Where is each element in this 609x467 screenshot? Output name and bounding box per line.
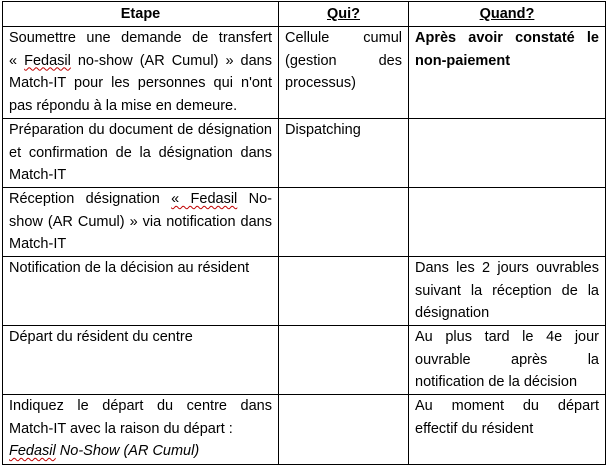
cell-etape: Départ du résident du centre: [3, 326, 279, 395]
table-edge-mark: [605, 122, 606, 140]
cell-quand: Après avoir constaté le non-paiement: [409, 27, 606, 119]
header-etape: Etape: [3, 2, 279, 27]
cell-etape: Indiquez le départ du centre dans Match-IT avec la raison du départ : Fedasil No-Show (AR Cumul): [3, 395, 279, 465]
cell-etape: Réception désignation « Fedasil No-show (AR Cumul) » via notification dans Match-IT: [3, 188, 279, 257]
cell-etape: Préparation du document de désignation et confirmation de la désignation dans Match-IT: [3, 119, 279, 188]
header-qui: Qui?: [279, 2, 409, 27]
cell-etape: Soumettre une demande de transfert « Fedasil no-show (AR Cumul) » dans Match-IT pour les personnes qui n'ont pas répondu à la mise en demeure.: [3, 27, 279, 119]
cell-qui: [279, 395, 409, 465]
cell-quand: Au moment du départ effectif du résident: [409, 395, 606, 465]
cell-etape: Notification de la décision au résident: [3, 257, 279, 326]
header-row: [3, 2, 606, 27]
cell-qui: Dispatching: [279, 119, 409, 188]
table-row: [3, 27, 606, 119]
cell-quand: Au plus tard le 4e jour ouvrable après la notification de la décision: [409, 326, 606, 395]
cell-quand: Dans les 2 jours ouvrables suivant la réception de la désignation: [409, 257, 606, 326]
table-row: [3, 326, 606, 395]
header-quand: Quand?: [409, 2, 606, 27]
spellcheck-word: Fedasil: [9, 443, 56, 459]
procedure-table: [2, 1, 606, 465]
spellcheck-word: « Fedasil: [171, 191, 238, 207]
cell-quand: [409, 119, 606, 188]
cell-qui: Cellule cumul (gestion des processus): [279, 27, 409, 119]
cell-qui: [279, 188, 409, 257]
cell-qui: [279, 257, 409, 326]
table-row: [3, 188, 606, 257]
cell-quand: [409, 188, 606, 257]
table-row: [3, 119, 606, 188]
cell-qui: [279, 326, 409, 395]
table-row: [3, 257, 606, 326]
spellcheck-word: Fedasil: [24, 52, 71, 69]
table-row: [3, 395, 606, 465]
